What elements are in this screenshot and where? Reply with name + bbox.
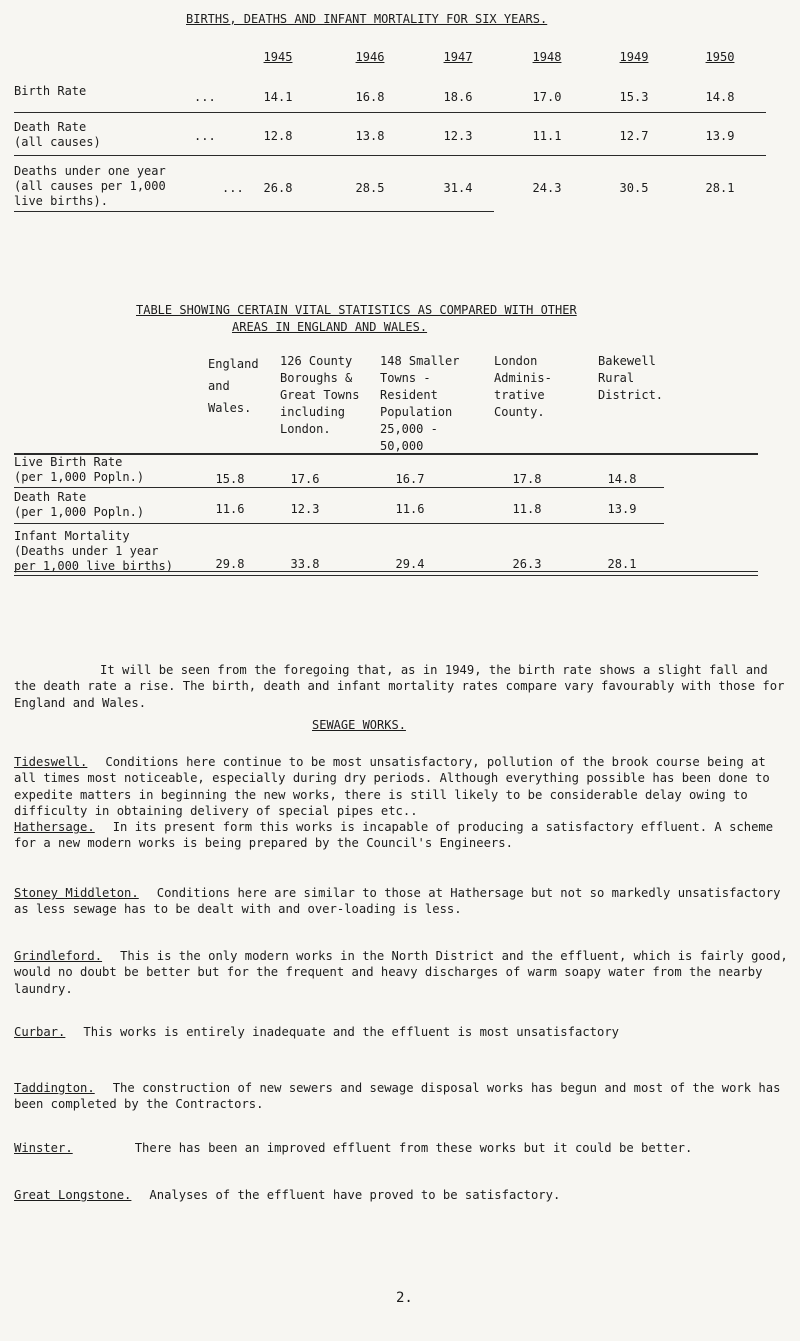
table1-row-label: Deaths under one year (all causes per 1,000 live births). [14,164,166,208]
table1-rule [14,112,766,113]
sewage-entry-text: The construction of new sewers and sewage disposal works has begun and most of the work has been completed by the Contractors. [14,1081,781,1112]
table1-row-label: Birth Rate [14,84,87,98]
table1-cell: 31.4 [443,181,473,195]
table2-rule [14,453,758,455]
table2-column-header: England and Wales. [208,357,259,415]
table1-row-dots: ... [194,129,216,143]
table2-row-label: Infant Mortality (Deaths under 1 year per 1,000 live births) [14,529,173,573]
table2-cell: 11.6 [215,502,245,516]
sewage-entry-place: Winster. [14,1141,73,1155]
table2-rule [14,523,664,524]
table1-cell: 28.5 [355,181,385,195]
sewage-entry [14,1187,792,1203]
table1-cell: 15.3 [619,90,649,104]
sewage-entry-place: Tideswell. [14,755,88,769]
table2-column-header: 126 County Boroughs & Great Towns including London. [280,354,360,436]
table1-cell: 12.3 [443,129,473,143]
table1-rule [14,211,494,212]
sewage-entry-text: In its present form this works is incapable of producing a satisfactory effluent. A scheme for a new modern works is being prepared by the Council's Engineers. [14,820,774,851]
table1-cell: 12.8 [263,129,293,143]
sewage-entry-place: Hathersage. [14,820,95,834]
table2-cell: 14.8 [607,472,637,486]
table2-cell: 17.6 [290,472,320,486]
sewage-heading: SEWAGE WORKS. [312,718,406,732]
table1-cell: 28.1 [705,181,735,195]
table1-row-dots: ... [222,181,244,195]
table1-title: BIRTHS, DEATHS AND INFANT MORTALITY FOR SIX YEARS. [186,12,548,26]
table2-title-line1: TABLE SHOWING CERTAIN VITAL STATISTICS AS COMPARED WITH OTHER [136,303,577,317]
sewage-entry [14,754,792,820]
sewage-entry-place: Taddington. [14,1081,95,1095]
sewage-entry-text: Analyses of the effluent have proved to be satisfactory. [149,1188,561,1202]
table2-cell: 13.9 [607,502,637,516]
table2-column-header: London Adminis- trative County. [494,354,552,419]
table1-year-1948: 1948 [532,50,562,64]
sewage-entry-text: Conditions here continue to be most unsatisfactory, pollution of the brook course being at all times most noticeable, especially during dry periods. Although everything possible has been done to expedite matters in beginning the new works, there is still likely to be considerable delay owing to difficulty in obtaining delivery of special pipes etc.. [14,755,770,819]
table2-column-header: Bakewell Rural District. [598,354,664,402]
sewage-entry [14,1024,792,1040]
table2-cell: 29.4 [395,557,425,571]
table1-cell: 24.3 [532,181,562,195]
sewage-entry [14,885,792,918]
table1-year-1946: 1946 [355,50,385,64]
table1-cell: 26.8 [263,181,293,195]
table2-cell: 11.8 [512,502,542,516]
table2-cell: 33.8 [290,557,320,571]
table1-cell: 14.8 [705,90,735,104]
table1-cell: 16.8 [355,90,385,104]
table1-cell: 11.1 [532,129,562,143]
table1-rule [14,155,766,156]
table1-year-1947: 1947 [443,50,473,64]
summary-paragraph: It will be seen from the foregoing that, as in 1949, the birth rate shows a slight fall and the death rate a rise. The birth, death and infant mortality rates compare vary favourably with those for England and Wales. [14,663,785,710]
table2-cell: 29.8 [215,557,245,571]
sewage-entry [14,948,792,997]
sewage-entry [14,1080,792,1113]
sewage-entry-text: Conditions here are similar to those at Hathersage but not so markedly unsatisfactory as less sewage has to be dealt with and over-loading is less. [14,886,781,917]
table1-cell: 30.5 [619,181,649,195]
table2-title-line2: AREAS IN ENGLAND AND WALES. [232,320,428,334]
sewage-entry-place: Great Longstone. [14,1188,132,1202]
table1-cell: 18.6 [443,90,473,104]
table1-cell: 17.0 [532,90,562,104]
table2-cell: 12.3 [290,502,320,516]
table1-cell: 14.1 [263,90,293,104]
sewage-entry [14,1140,792,1156]
table2-rule [14,487,664,488]
table2-cell: 16.7 [395,472,425,486]
table2-cell: 17.8 [512,472,542,486]
table2-cell: 11.6 [395,502,425,516]
table2-row-label: Death Rate (per 1,000 Popln.) [14,490,145,519]
table2-row-label: Live Birth Rate (per 1,000 Popln.) [14,455,145,484]
table2-rule [14,571,758,572]
page-number: 2. [396,1290,413,1306]
table2-rule [14,575,758,576]
table1-year-1949: 1949 [619,50,649,64]
table1-cell: 12.7 [619,129,649,143]
sewage-entry-place: Stoney Middleton. [14,886,139,900]
sewage-entry-text: There has been an improved effluent from these works but it could be better. [134,1141,693,1155]
sewage-entry-text: This works is entirely inadequate and the effluent is most unsatisfactory [83,1025,620,1039]
table2-cell: 15.8 [215,472,245,486]
sewage-entry-place: Curbar. [14,1025,66,1039]
table1-year-1945: 1945 [263,50,293,64]
table1-row-label: Death Rate (all causes) [14,120,101,149]
table1-cell: 13.8 [355,129,385,143]
table1-year-1950: 1950 [705,50,735,64]
table2-column-header: 148 Smaller Towns - Resident Population 25,000 - 50,000 [380,354,460,453]
sewage-entry [14,819,792,852]
table1-row-dots: ... [194,90,216,104]
table2-cell: 26.3 [512,557,542,571]
table1-cell: 13.9 [705,129,735,143]
sewage-entry-place: Grindleford. [14,949,103,963]
table2-cell: 28.1 [607,557,637,571]
sewage-entry-text: This is the only modern works in the North District and the effluent, which is fairly good, would no doubt be better but for the frequent and heavy discharges of warm soapy water from the nearby laundry. [14,949,788,996]
